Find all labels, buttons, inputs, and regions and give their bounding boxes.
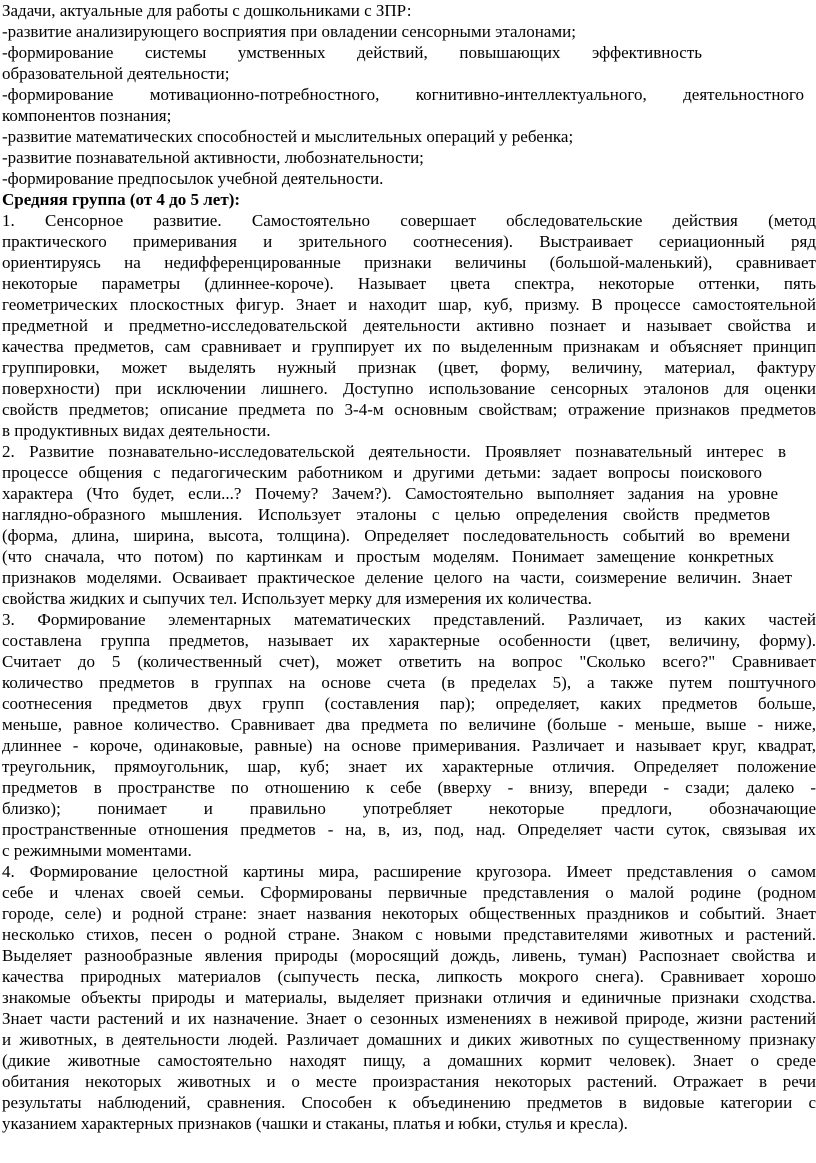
body-line: меньше, равное количество. Сравнивает два предмета по величине (больше - меньше, выше - ниже, bbox=[2, 715, 816, 734]
body-line: практического примеривания и зрительного соотнесения). Выстраивает сериационный ряд bbox=[2, 232, 816, 251]
body-line: городе, селе) и родной стране: знает названия некоторых общественных праздников и событий. Знает bbox=[2, 904, 816, 923]
body-line: и животных, в деятельности людей. Различает домашних и диких животных по существенному признаку bbox=[2, 1030, 816, 1049]
body-line: количество предметов в группах на основе счета (в пределах 5), а также путем поштучного bbox=[2, 673, 816, 692]
body-line: себе и членах своей семьи. Сформированы первичные представления о малой родине (родном bbox=[2, 883, 816, 902]
body-line: знакомые объекты природы и материалы, выделяет признаки отличия и единичные признаки сходства. bbox=[2, 988, 816, 1007]
body-line: обитания некоторых животных и о месте произрастания некоторых растений. Отражает в речи bbox=[2, 1072, 816, 1091]
body-line: предметной и предметно-исследовательской деятельности активно познает и называет свойства и bbox=[2, 316, 816, 335]
body-line: Считает до 5 (количественный счет), может ответить на вопрос "Сколько всего?" Сравнивает bbox=[2, 652, 816, 671]
body-line: свойств предметов; описание предмета по 3-4-м основным свойствам; отражение признаков предметов bbox=[2, 400, 816, 419]
section-heading: Средняя группа (от 4 до 5 лет): bbox=[2, 190, 241, 209]
body-line: (что сначала, что потом) по картинкам и простым моделям. Понимает замещение конкретных bbox=[2, 547, 774, 566]
tasks-intro: Задачи, актуальные для работы с дошкольниками с ЗПР: bbox=[2, 1, 412, 20]
body-line: соотнесения предметов двух групп (составления пар); определяет, каких предметов больше, bbox=[2, 694, 816, 713]
body-line: характера (Что будет, если...? Почему? Зачем?). Самостоятельно выполняет задания на уровне bbox=[2, 484, 778, 503]
body-line: поверхности) при исключении лишнего. Доступно использование сенсорных эталонов для оценки bbox=[2, 379, 816, 398]
body-line: 3. Формирование элементарных математических представлений. Различает, из каких частей bbox=[2, 610, 816, 629]
body-line: (форма, длина, ширина, высота, толщина). Определяет последовательность событий во времени bbox=[2, 526, 790, 545]
body-line: Выделяет разнообразные явления природы (моросящий дождь, ливень, туман) Распознает свойства и bbox=[2, 946, 816, 965]
body-line: некоторые параметры (длиннее-короче). Называет цвета спектра, некоторые оттенки, пять bbox=[2, 274, 816, 293]
task-item: -формирование предпосылок учебной деятельности. bbox=[2, 169, 384, 188]
body-line: близко); понимает и правильно употребляет некоторые предлоги, обозначающие bbox=[2, 799, 816, 818]
body-line: составлена группа предметов, называет их характерные особенности (цвет, величину, форму). bbox=[2, 631, 816, 650]
body-line: наглядно-образного мышления. Использует эталоны с целью определения свойств предметов bbox=[2, 505, 770, 524]
body-line: пространственные отношения предметов - на, в, из, под, над. Определяет части суток, связывая их bbox=[2, 820, 816, 839]
task-item: -развитие познавательной активности, любознательности; bbox=[2, 148, 424, 167]
task-item: -формирование системы умственных действий, повышающих эффективность bbox=[2, 43, 702, 62]
body-line: качества предметов, сам сравнивает и группирует их по выделенным признакам и объясняет принцип bbox=[2, 337, 816, 356]
body-line: (дикие животные самостоятельно находят пищу, а домашних кормит человек). Знает о среде bbox=[2, 1051, 816, 1070]
body-line: предметов в пространстве по отношению к себе (вверху - внизу, впереди - сзади; далеко - bbox=[2, 778, 816, 797]
body-line: указанием характерных признаков (чашки и стаканы, платья и юбки, стулья и кресла). bbox=[2, 1114, 628, 1133]
body-line: 1. Сенсорное развитие. Самостоятельно совершает обследовательские действия (метод bbox=[2, 211, 816, 230]
body-line: геометрических плоскостных фигур. Знает и находит шар, куб, призму. В процессе самостоятельной bbox=[2, 295, 816, 314]
body-line: признаков моделями. Осваивает практическое деление целого на части, соизмерение величин. Знает bbox=[2, 568, 792, 587]
task-item: -развитие анализирующего восприятия при овладении сенсорными эталонами; bbox=[2, 22, 576, 41]
body-line: 4. Формирование целостной картины мира, расширение кругозора. Имеет представления о самом bbox=[2, 862, 816, 881]
body-line: 2. Развитие познавательно-исследовательской деятельности. Проявляет познавательный интерес в bbox=[2, 442, 786, 461]
body-line: ориентируясь на недифференцированные признаки величины (большой-маленький), сравнивает bbox=[2, 253, 816, 272]
body-line: Знает части растений и их назначение. Знает о сезонных изменениях в неживой природе, жизни растений bbox=[2, 1009, 816, 1028]
body-line: процессе общения с педагогическим работником и другими детьми: задает вопросы поискового bbox=[2, 463, 762, 482]
task-item: компонентов познания; bbox=[2, 106, 172, 125]
body-line: несколько стихов, песен о родной стране. Знаком с новыми представителями животных и растений. bbox=[2, 925, 816, 944]
body-line: свойства жидких и сыпучих тел. Использует мерку для измерения их количества. bbox=[2, 589, 592, 608]
body-line: с режимными моментами. bbox=[2, 841, 192, 860]
body-line: длиннее - короче, одинаковые, равные) на основе примеривания. Различает и называет круг, квадрат, bbox=[2, 736, 816, 755]
task-item: -развитие математических способностей и мыслительных операций у ребенка; bbox=[2, 127, 574, 146]
task-item: -формирование мотивационно-потребностного, когнитивно-интеллектуального, деятельностного bbox=[2, 85, 804, 104]
body-line: качества природных материалов (сыпучесть песка, липкость мокрого снега). Сравнивает хорошо bbox=[2, 967, 816, 986]
body-line: группировки, может выделять нужный признак (цвет, форму, величину, материал, фактуру bbox=[2, 358, 816, 377]
body-line: результаты наблюдений, сравнения. Способен к объединению предметов в видовые категории с bbox=[2, 1093, 816, 1112]
task-item: образовательной деятельности; bbox=[2, 64, 230, 83]
body-line: треугольник, прямоугольник, шар, куб; знает их характерные отличия. Определяет положение bbox=[2, 757, 816, 776]
body-line: в продуктивных видах деятельности. bbox=[2, 421, 271, 440]
